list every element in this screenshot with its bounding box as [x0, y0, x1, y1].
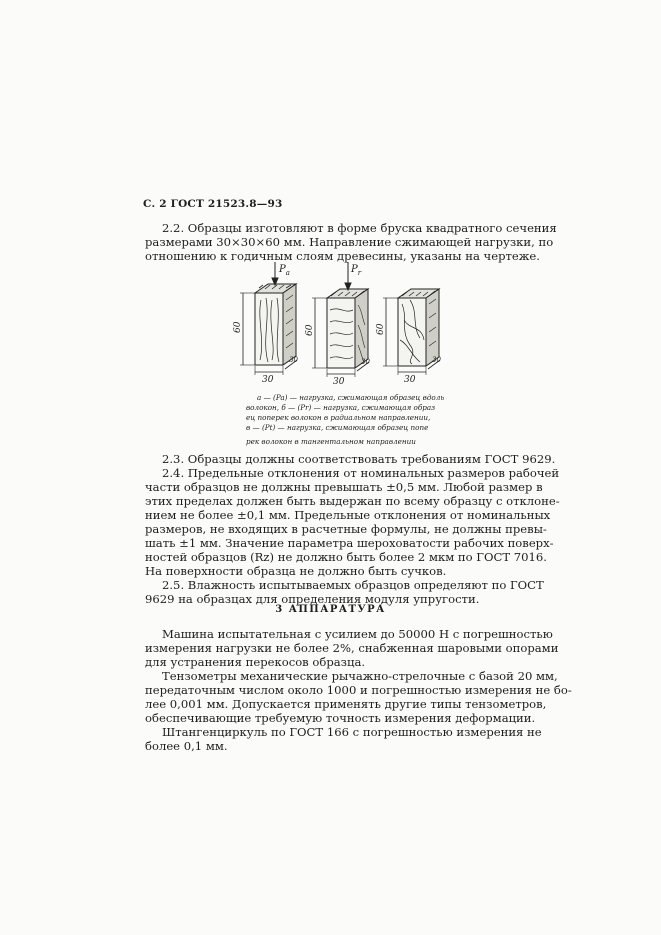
dim-depth-a: 30 [289, 356, 298, 364]
caption-line: a — (Pa) — нагрузка, сжимающая образец вдоль [257, 393, 445, 402]
dim-depth-c: 30 [432, 356, 441, 364]
load-b-label: $P_r$ [351, 264, 362, 277]
dim-width-b: 30 [333, 377, 345, 387]
dim-height-b: 60 [305, 324, 315, 336]
section-3-title: 3 АППАРАТУРА [275, 604, 386, 615]
paragraph-line: обеспечивающие требуемую точность измерения деформации. [145, 711, 536, 725]
paragraph-line: размерами 30×30×60 мм. Направление сжимающей нагрузки, по [145, 235, 554, 249]
load-a-label: $P_a$ [279, 264, 290, 277]
caption-line: ец поперек волокон в радиальном направлении, [246, 413, 431, 422]
paragraph-line: 9629 на образцах для определения модуля упругости. [145, 592, 480, 606]
caption-line: в — (Pt) — нагрузка, сжимающая образец попе [246, 423, 429, 432]
paragraph-line: 2.3. Образцы должны соответствовать требованиям ГОСТ 9629. [162, 452, 556, 466]
dim-width-a: 30 [262, 375, 274, 385]
paragraph-line: размеров, не входящих в расчетные формулы, не должны превы- [145, 522, 547, 536]
dim-depth-b: 30 [361, 358, 370, 366]
paragraph-line: Тензометры механические рычажно-стрелочные с базой 20 мм, [162, 669, 558, 683]
paragraph-line: передаточным числом около 1000 и погрешностью измерения не бо- [145, 683, 572, 697]
paragraph-line: отношению к годичным слоям древесины, указаны на чертеже. [145, 249, 540, 263]
paragraph-line: шать ±1 мм. Значение параметра шероховатости рабочих поверх- [145, 536, 554, 550]
paragraph-line: части образцов не должны превышать ±0,5 мм. Любой размер в [145, 480, 543, 494]
paragraph-line: На поверхности образца не должно быть сучков. [145, 564, 447, 578]
paragraph-line: 2.2. Образцы изготовляют в форме бруска квадратного сечения [162, 221, 557, 235]
paragraph-line: для устранения перекосов образца. [145, 655, 366, 669]
page-header: С. 2 ГОСТ 21523.8—93 [143, 198, 283, 210]
paragraph-line: измерения нагрузки не более 2%, снабженная шаровыми опорами [145, 641, 559, 655]
dim-height-c: 60 [376, 323, 386, 335]
paragraph-line: ностей образцов (Rz) не должно быть более 2 мкм по ГОСТ 7016. [145, 550, 547, 564]
caption-line: волокон, б — (Pr) — нагрузка, сжимающая образ [246, 403, 436, 412]
paragraph-line: 2.4. Предельные отклонения от номинальных размеров рабочей [162, 466, 560, 480]
paragraph-line: нием не более ±0,1 мм. Предельные отклонения от номинальных [145, 508, 551, 522]
paragraph-line: более 0,1 мм. [145, 739, 228, 753]
paragraph-line: лее 0,001 мм. Допускается применять другие типы тензометров, [145, 697, 547, 711]
paragraph-line: этих пределах должен быть выдержан по всему образцу с отклоне- [145, 494, 560, 508]
dim-height-a: 60 [233, 321, 243, 333]
paragraph-line: Машина испытательная с усилием до 50000 Н с погрешностью [162, 627, 553, 641]
dim-width-c: 30 [404, 375, 416, 385]
paragraph-line: 2.5. Влажность испытываемых образцов определяют по ГОСТ [162, 578, 544, 592]
caption-line: рек волокон в тангентальном направлении [246, 437, 416, 446]
paragraph-line: Штангенциркуль по ГОСТ 166 с погрешностью измерения не [162, 725, 542, 739]
